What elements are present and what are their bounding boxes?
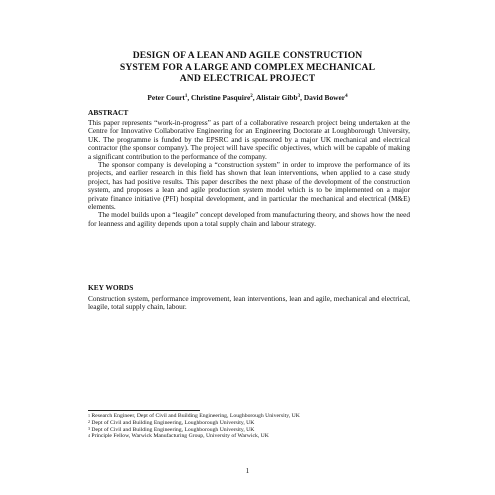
author-separator: , xyxy=(187,93,192,102)
title-line-2: SYSTEM FOR A LARGE AND COMPLEX MECHANICAL xyxy=(119,61,376,73)
footnote-text: Dept of Civil and Building Engineering, Loughborough University, UK xyxy=(91,426,255,433)
keywords-heading: KEY WORDS xyxy=(88,283,134,292)
author-separator: , xyxy=(252,93,257,102)
footnote-text: Principle Fellow, Warwick Manufacturing Group, University of Warwick, UK xyxy=(91,433,269,440)
author-mark: 3 xyxy=(297,94,301,99)
title-line-3: AND ELECTRICAL PROJECT xyxy=(179,73,316,84)
paper-title xyxy=(60,50,435,85)
footnote-item xyxy=(88,413,418,420)
abstract-body xyxy=(88,119,410,228)
footnote-mark: 3 xyxy=(88,426,90,432)
author-list xyxy=(60,93,435,102)
footnote-text: Dept of Civil and Building Engineering, Loughborough University, UK xyxy=(91,419,255,426)
footnote-item xyxy=(88,420,418,427)
author-name: David Bower xyxy=(303,93,346,102)
author-name: Christine Pasquire xyxy=(191,93,251,102)
footnote-mark: 4 xyxy=(88,432,90,438)
abstract-paragraph-1: This paper represents “work-in-progress” as part of a collaborative research project being undertaken at the Centre for Innovative Collaborative Engineering for an Engineering Doctorate at Loughborough University, UK. The programme is funded by the EPSRC and is sponsored by a major UK mechanical and electrical contractor (the sponsor company). The project will have specific objectives, which will be capable of making a significant contribution to the performance of the company. xyxy=(88,118,410,161)
footnote-divider xyxy=(88,410,200,411)
abstract-paragraph-2: The sponsor company is developing a “construction system” in order to improve the performance of its projects, and earlier research in this field has shown that lean interventions, when applied to a case study project, has had positive results. This paper describes the next phase of the development of the construction system, and proposes a lean and agile production system model which is to be implemented on a major private finance initiative (PFI) hospital development, and in particular the mechanical and electrical (M&E) elements. xyxy=(88,160,410,212)
author-name: Alistair Gibb xyxy=(256,93,298,102)
footnotes xyxy=(88,413,418,440)
author-mark: 1 xyxy=(184,94,188,99)
author-name: Peter Court xyxy=(147,93,185,102)
footnote-mark: 2 xyxy=(88,419,90,425)
keywords-text: Construction system, performance improvement, lean interventions, lean and agile, mechanical and electrical, leagile, total supply chain, labour. xyxy=(88,294,410,312)
author-mark: 2 xyxy=(250,94,253,99)
abstract-paragraph-3: The model builds upon a “leagile” concept developed from manufacturing theory, and shows how the need for leanness and agility depends upon a total supply chain and labour strategy. xyxy=(88,210,410,228)
abstract-heading: ABSTRACT xyxy=(88,108,129,117)
page-number: 1 xyxy=(245,466,250,475)
footnote-item xyxy=(88,433,418,440)
footnote-mark: 1 xyxy=(88,412,90,418)
keywords-body xyxy=(88,295,410,312)
title-line-1: DESIGN OF A LEAN AND AGILE CONSTRUCTION xyxy=(132,50,363,61)
author-separator: , xyxy=(300,93,304,102)
author-mark: 4 xyxy=(345,94,348,99)
footnote-text: Research Engineer, Dept of Civil and Building Engineering, Loughborough University, UK xyxy=(91,413,300,419)
